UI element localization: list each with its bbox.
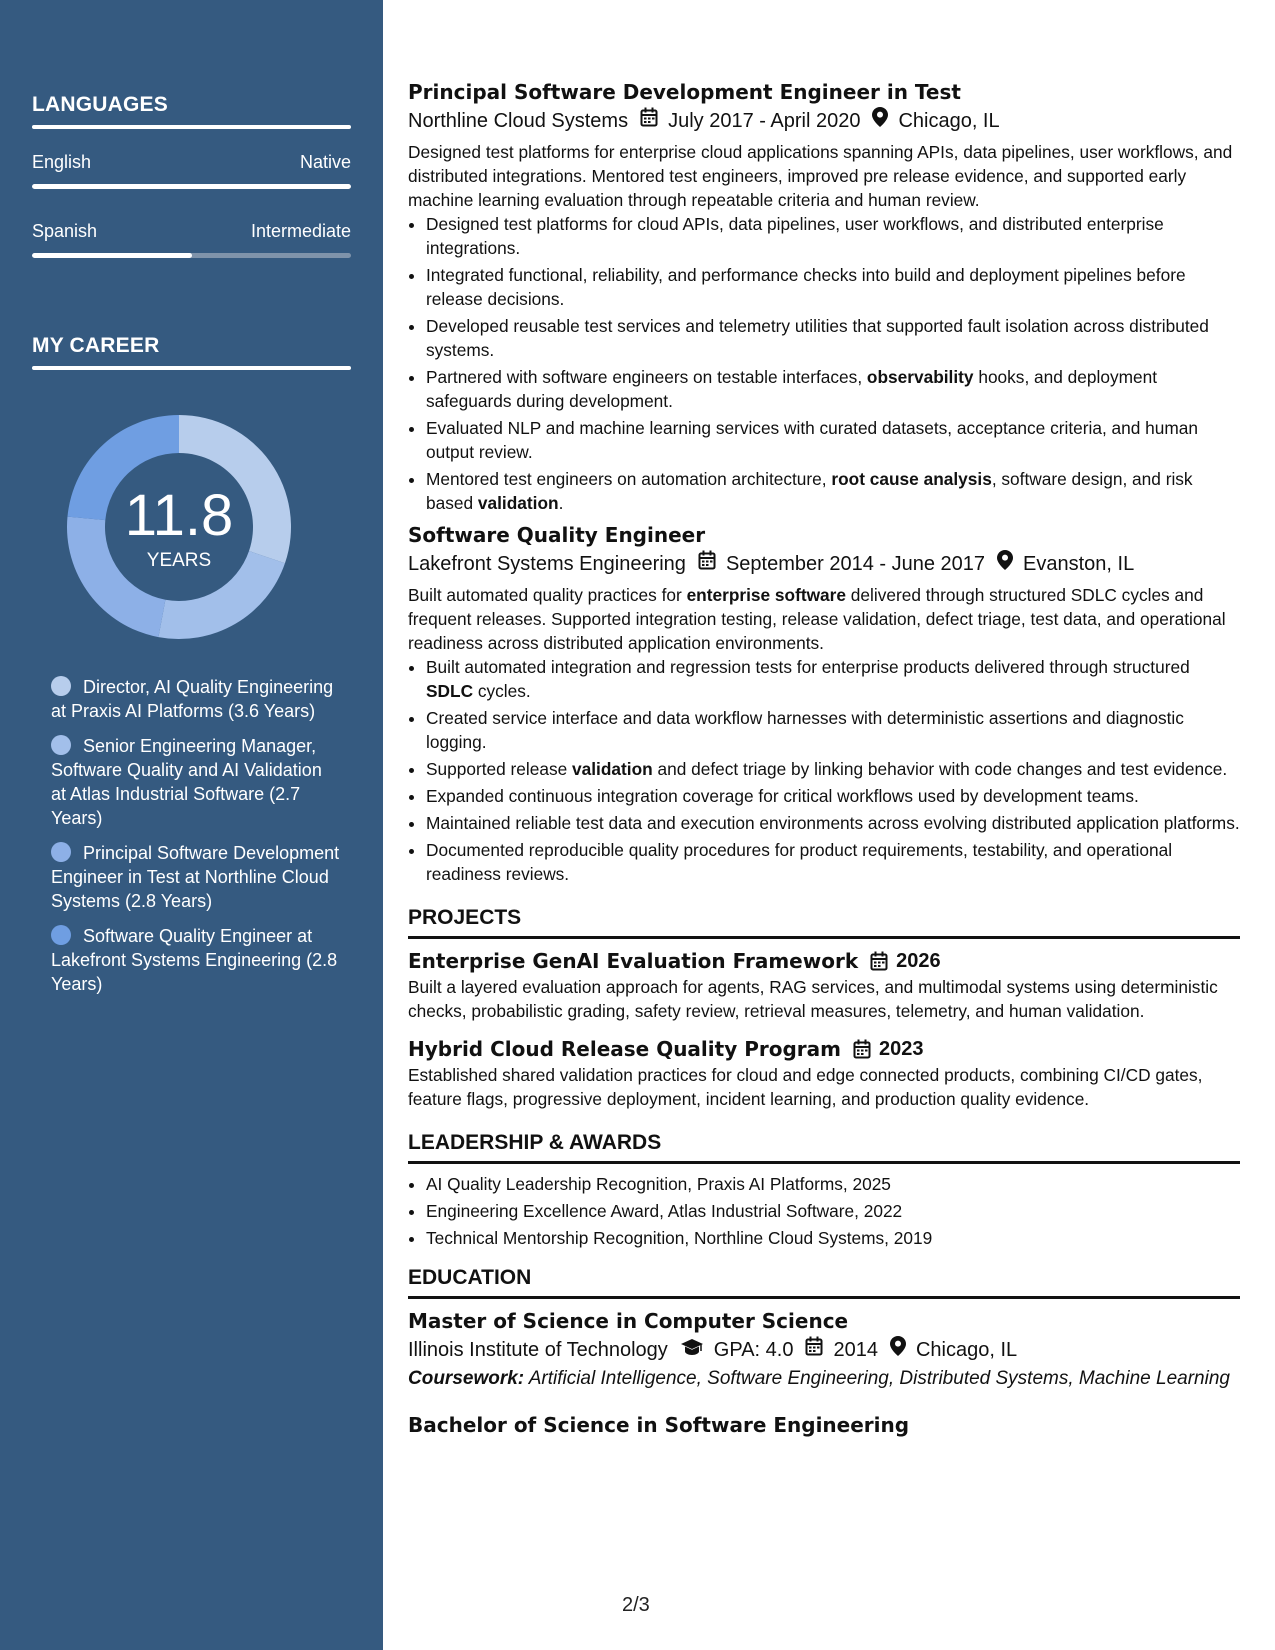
language-name: English: [32, 152, 92, 172]
map-pin-icon: [997, 549, 1013, 579]
education-heading: EDUCATION: [408, 1264, 1240, 1299]
education-entry: [408, 1307, 1240, 1391]
job-bullet: [426, 706, 1240, 754]
career-title: MY CAREER: [32, 334, 160, 357]
text-segment: , software design, and risk based: [426, 469, 1193, 513]
calendar-icon: [853, 1039, 871, 1059]
job-bullet: [426, 263, 1240, 311]
language-name: Spanish: [32, 221, 98, 241]
calendar-icon: [870, 951, 888, 971]
education-meta: [408, 1335, 1240, 1365]
text-segment: Developed reusable test services and telemetry utilities that supported fault isolation across distributed systems.: [426, 316, 1209, 360]
language-level: Native: [299, 152, 351, 172]
text-segment: Partnered with software engineers on testable interfaces,: [426, 367, 867, 387]
job-meta: [408, 549, 1240, 579]
legend-dot-icon: [51, 842, 71, 862]
text-segment: Mentored test engineers on automation architecture,: [426, 469, 832, 489]
text-segment: hooks, and deployment safeguards during development.: [426, 367, 1158, 411]
career-legend-label: Principal Software Development Engineer in Test at Northline Cloud Systems (2.8 Years): [51, 843, 340, 911]
career-legend-item: [51, 841, 341, 913]
career-legend-item: [51, 734, 341, 830]
career-legend-item: [51, 675, 341, 723]
job-bullet: [426, 838, 1240, 886]
career-rule: [32, 366, 351, 370]
map-pin-icon: [890, 1335, 906, 1365]
degree-title: Master of Science in Computer Science: [408, 1309, 849, 1333]
legend-dot-icon: [51, 676, 71, 696]
job-dates: July 2017 - April 2020: [668, 110, 861, 132]
graduation-year: 2014: [833, 1339, 878, 1361]
text-segment: cycles.: [473, 681, 531, 701]
text-segment: Maintained reliable test data and execution environments across evolving distributed application platforms.: [426, 813, 1240, 833]
career-legend-item: [51, 924, 341, 996]
text-segment: delivered through structured SDLC cycles and frequent releases. Supported integration testing, release validation, defect triage, test data, and operational readiness across distributed application environments.: [408, 585, 1226, 653]
job-bullet: [426, 365, 1240, 413]
coursework-label: Coursework:: [408, 1368, 525, 1389]
job-dates: September 2014 - June 2017: [725, 553, 986, 575]
main-content: [408, 78, 1240, 1439]
job-entry: [408, 78, 1240, 515]
career-legend-label: Software Quality Engineer at Lakefront Systems Engineering (2.8 Years): [51, 926, 338, 994]
job-summary: Designed test platforms for enterprise cloud applications spanning APIs, data pipelines, user workflows, and distributed integrations. Mentored test engineers, improved pre release evidence, and supported early machine learning evaluation through repeatable criteria and human review.: [408, 142, 1233, 210]
project-year: 2023: [878, 1038, 924, 1060]
job-bullet: [426, 784, 1240, 808]
projects-heading: PROJECTS: [408, 904, 1240, 939]
coursework: [408, 1367, 1240, 1391]
language-row-spanish: [32, 221, 351, 242]
project-title-row: [408, 947, 1240, 975]
award-item: • Technical Mentorship Recognition, Northline Cloud Systems, 2019: [426, 1226, 1240, 1250]
awards-list: [408, 1172, 1240, 1250]
language-level: Intermediate: [250, 221, 351, 241]
project-title: Enterprise GenAI Evaluation Framework: [408, 949, 859, 973]
emphasis-text: validation: [477, 493, 559, 513]
job-summary: [408, 583, 1240, 655]
gpa: GPA: 4.0: [713, 1339, 794, 1361]
text-segment: Created service interface and data workflow harnesses with deterministic assertions and diagnostic logging.: [426, 708, 1184, 752]
job-bullets: [408, 655, 1240, 886]
job-bullet: [426, 314, 1240, 362]
career-legend-label: Senior Engineering Manager, Software Quality and AI Validation at Atlas Industrial Software (2.7 Years): [51, 736, 322, 828]
project-year: 2026: [896, 950, 941, 972]
career-legend-label: Director, AI Quality Engineering at Praxis AI Platforms (3.6 Years): [51, 677, 334, 721]
emphasis-text: enterprise software: [686, 585, 846, 605]
school-location: Chicago, IL: [915, 1339, 1018, 1361]
language-bar-fill: [32, 184, 351, 189]
company-name: Lakefront Systems Engineering: [408, 553, 686, 575]
emphasis-text: observability: [866, 367, 974, 387]
language-row-english: [32, 152, 351, 173]
text-segment: Designed test platforms for cloud APIs, data pipelines, user workflows, and distributed enterprise integrations.: [426, 214, 1164, 258]
graduation-cap-icon: [680, 1335, 704, 1365]
map-pin-icon: [872, 106, 888, 136]
project-title: Hybrid Cloud Release Quality Program: [408, 1037, 841, 1061]
total-years-value: 11.8: [124, 483, 234, 548]
award-item: • Engineering Excellence Award, Atlas Industrial Software, 2022: [426, 1199, 1240, 1223]
education-entry: [408, 1411, 1240, 1439]
legend-dot-icon: [51, 925, 71, 945]
languages-title: LANGUAGES: [32, 93, 168, 116]
text-segment: Documented reproducible quality procedures for product requirements, testability, and operational readiness reviews.: [426, 840, 1173, 884]
legend-dot-icon: [51, 735, 71, 755]
school-name: Illinois Institute of Technology: [408, 1339, 668, 1361]
emphasis-text: root cause analysis: [831, 469, 992, 489]
emphasis-text: validation: [572, 759, 653, 779]
text-segment: Evaluated NLP and machine learning services with curated datasets, acceptance criteria, and human output review.: [426, 418, 1199, 462]
languages-rule: [32, 125, 351, 129]
page-number: 2/3: [622, 1594, 650, 1616]
project-title-row: [408, 1035, 1240, 1063]
project-entry: [408, 1035, 1240, 1111]
calendar-icon: [640, 106, 658, 136]
text-segment: Expanded continuous integration coverage for critical workflows used by development teams.: [426, 786, 1139, 806]
project-description: Established shared validation practices for cloud and edge connected products, combining CI/CD gates, feature flags, progressive deployment, incident learning, and production quality evidence.: [408, 1065, 1203, 1109]
award-item: • AI Quality Leadership Recognition, Praxis AI Platforms, 2025: [426, 1172, 1240, 1196]
language-bar-english: [32, 184, 351, 189]
degree-title: Bachelor of Science in Software Engineering: [408, 1413, 910, 1437]
coursework-list: Artificial Intelligence, Software Engineering, Distributed Systems, Machine Learning: [524, 1368, 1230, 1389]
text-segment: .: [558, 493, 564, 513]
project-entry: [408, 947, 1240, 1023]
leadership-heading: LEADERSHIP & AWARDS: [408, 1129, 1240, 1164]
job-location: Chicago, IL: [898, 110, 1000, 132]
sidebar: [0, 0, 383, 1650]
job-meta: [408, 106, 1240, 136]
career-legend: [51, 675, 341, 1007]
job-title: Principal Software Development Engineer in Test: [408, 80, 961, 104]
text-segment: and defect triage by linking behavior with code changes and test evidence.: [652, 759, 1228, 779]
language-bar-fill: [32, 253, 192, 258]
text-segment: Supported release: [426, 759, 573, 779]
job-bullet: [426, 416, 1240, 464]
job-bullet: [426, 212, 1240, 260]
job-title: Software Quality Engineer: [408, 523, 706, 547]
company-name: Northline Cloud Systems: [408, 110, 629, 132]
project-description: Built a layered evaluation approach for agents, RAG services, and multimodal systems using deterministic checks, probabilistic grading, safety review, retrieval measures, telemetry, and human validation.: [408, 977, 1218, 1021]
job-bullet: [426, 757, 1240, 781]
calendar-icon: [805, 1335, 823, 1365]
text-segment: Built automated integration and regression tests for enterprise products delivered through structured: [426, 657, 1190, 677]
emphasis-text: SDLC: [426, 681, 474, 701]
job-bullet: [426, 655, 1240, 703]
job-bullets: [408, 212, 1240, 515]
language-bar-spanish: [32, 253, 351, 258]
text-segment: Integrated functional, reliability, and performance checks into build and deployment pipelines before release decisions.: [426, 265, 1186, 309]
total-years-label: YEARS: [146, 550, 212, 571]
job-entry: [408, 521, 1240, 886]
calendar-icon: [698, 549, 716, 579]
text-segment: Built automated quality practices for: [408, 585, 687, 605]
job-bullet: [426, 811, 1240, 835]
job-bullet: [426, 467, 1240, 515]
job-location: Evanston, IL: [1023, 553, 1135, 575]
